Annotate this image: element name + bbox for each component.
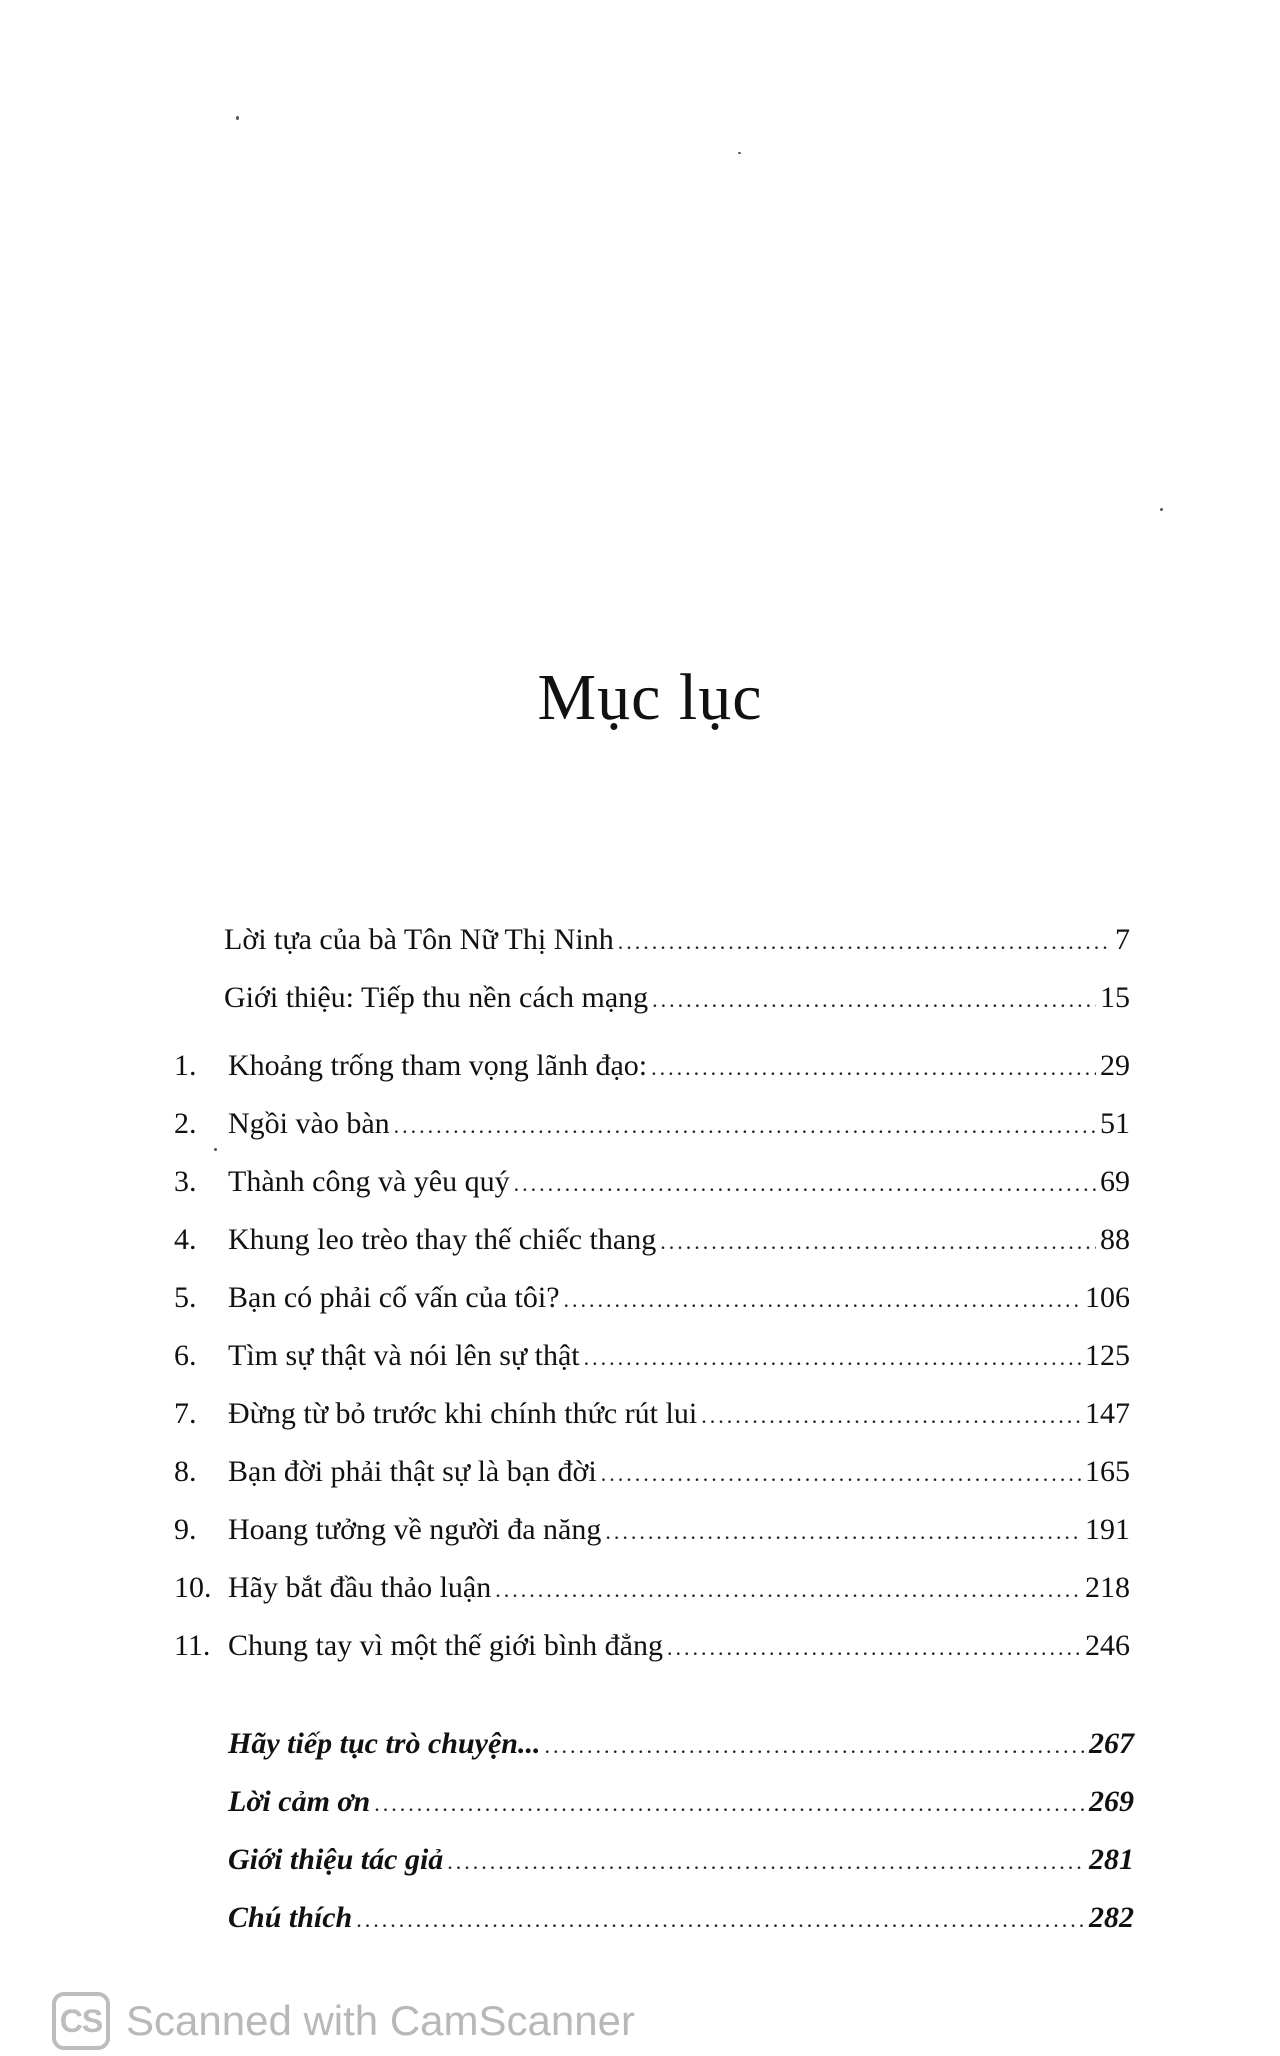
dot-leader (544, 1726, 1085, 1766)
toc-entry-acknowledgements[interactable] (228, 1782, 1134, 1822)
toc-entry-chapter-10[interactable] (174, 1568, 1130, 1608)
dot-leader (660, 1222, 1096, 1262)
dot-leader (605, 1512, 1081, 1552)
dot-leader (374, 1784, 1085, 1824)
scan-speck (214, 1148, 217, 1151)
scan-speck (738, 152, 741, 154)
toc-entry-chapter-6[interactable] (174, 1336, 1130, 1376)
toc-entry-chapter-2[interactable] (174, 1104, 1130, 1144)
dot-leader (652, 980, 1096, 1020)
dot-leader (667, 1628, 1081, 1668)
toc-entry-page: 281 (1089, 1843, 1134, 1876)
toc-entry-page: 125 (1085, 1339, 1130, 1372)
toc-entry-chapter-4[interactable] (174, 1220, 1130, 1260)
dot-leader (618, 922, 1111, 962)
toc-entry-label: Lời cảm ơn (228, 1785, 371, 1818)
toc-entry-page: 88 (1100, 1223, 1130, 1256)
chapter-number: 4. (174, 1223, 197, 1256)
dot-leader (584, 1338, 1081, 1378)
scan-speck (236, 116, 239, 120)
toc-entry-page: 29 (1100, 1049, 1130, 1082)
chapter-number: 10. (174, 1571, 212, 1604)
toc-entry-page: 191 (1085, 1513, 1130, 1546)
chapter-number: 11. (174, 1629, 211, 1662)
toc-entry-chapter-3[interactable] (174, 1162, 1130, 1202)
toc-entry-label: Ngồi vào bàn (228, 1107, 390, 1140)
toc-entry-keep-talking[interactable] (228, 1724, 1134, 1764)
toc-entry-chapter-11[interactable] (174, 1626, 1130, 1666)
toc-entry-chapter-8[interactable] (174, 1452, 1130, 1492)
dot-leader (701, 1396, 1081, 1436)
toc-entry-label: Bạn có phải cố vấn của tôi? (228, 1281, 560, 1314)
chapter-number: 5. (174, 1281, 197, 1314)
toc-entry-label: Chú thích (228, 1901, 353, 1934)
chapter-number: 3. (174, 1165, 197, 1198)
toc-entry-page: 15 (1100, 981, 1130, 1014)
toc-entry-chapter-9[interactable] (174, 1510, 1130, 1550)
toc-entry-page: 269 (1089, 1785, 1134, 1818)
toc-entry-label: Hoang tưởng về người đa năng (228, 1513, 602, 1546)
toc-entry-page: 267 (1089, 1727, 1134, 1760)
toc-entry-page: 246 (1085, 1629, 1130, 1662)
toc-entry-page: 165 (1085, 1455, 1130, 1488)
toc-entry-chapter-1[interactable] (174, 1046, 1130, 1086)
toc-entry-label: Khoảng trống tham vọng lãnh đạo: (228, 1049, 648, 1082)
chapter-number: 7. (174, 1397, 197, 1430)
toc-entry-label: Thành công và yêu quý (228, 1165, 510, 1198)
dot-leader (356, 1900, 1085, 1940)
toc-entry-page: 147 (1085, 1397, 1130, 1430)
toc-entry-label: Tìm sự thật và nói lên sự thật (228, 1339, 580, 1372)
toc-entry-page: 282 (1089, 1901, 1134, 1934)
toc-entry-page: 7 (1115, 923, 1130, 956)
camscanner-logo-icon: CS (52, 1992, 110, 2050)
toc-entry-label: Giới thiệu: Tiếp thu nền cách mạng (224, 981, 649, 1014)
toc-entry-notes[interactable] (228, 1898, 1134, 1938)
chapter-number: 8. (174, 1455, 197, 1488)
toc-entry-label: Hãy tiếp tục trò chuyện... (228, 1727, 541, 1760)
chapter-number: 6. (174, 1339, 197, 1372)
toc-entry-about-author[interactable] (228, 1840, 1134, 1880)
dot-leader (514, 1164, 1096, 1204)
chapter-number: 2. (174, 1107, 197, 1140)
dot-leader (495, 1570, 1081, 1610)
toc-entry-page: 106 (1085, 1281, 1130, 1314)
toc-entry-label: Chung tay vì một thế giới bình đẳng (228, 1629, 663, 1662)
toc-entry-label: Bạn đời phải thật sự là bạn đời (228, 1455, 597, 1488)
chapter-number: 9. (174, 1513, 197, 1546)
dot-leader (601, 1454, 1081, 1494)
dot-leader (564, 1280, 1081, 1320)
toc-entry-label: Lời tựa của bà Tôn Nữ Thị Ninh (224, 923, 614, 956)
toc-entry-page: 51 (1100, 1107, 1130, 1140)
dot-leader (651, 1048, 1096, 1088)
camscanner-watermark (52, 1986, 635, 2056)
watermark-text: Scanned with CamScanner (126, 1997, 635, 2044)
toc-entry-chapter-5[interactable] (174, 1278, 1130, 1318)
toc-entry-chapter-7[interactable] (174, 1394, 1130, 1434)
dot-leader (394, 1106, 1096, 1146)
toc-entry-page: 218 (1085, 1571, 1130, 1604)
toc-entry-preface[interactable] (224, 920, 1130, 960)
scan-speck (1160, 508, 1163, 511)
chapter-number: 1. (174, 1049, 197, 1082)
page-title: Mục lục (537, 661, 763, 734)
dot-leader (447, 1842, 1085, 1882)
toc-entry-label: Khung leo trèo thay thế chiếc thang (228, 1223, 657, 1256)
toc-entry-label: Giới thiệu tác giả (228, 1843, 444, 1876)
toc-entry-page: 69 (1100, 1165, 1130, 1198)
toc-entry-label: Hãy bắt đầu thảo luận (228, 1571, 492, 1604)
toc-entry-introduction[interactable] (224, 978, 1130, 1018)
toc-entry-label: Đừng từ bỏ trước khi chính thức rút lui (228, 1397, 698, 1430)
